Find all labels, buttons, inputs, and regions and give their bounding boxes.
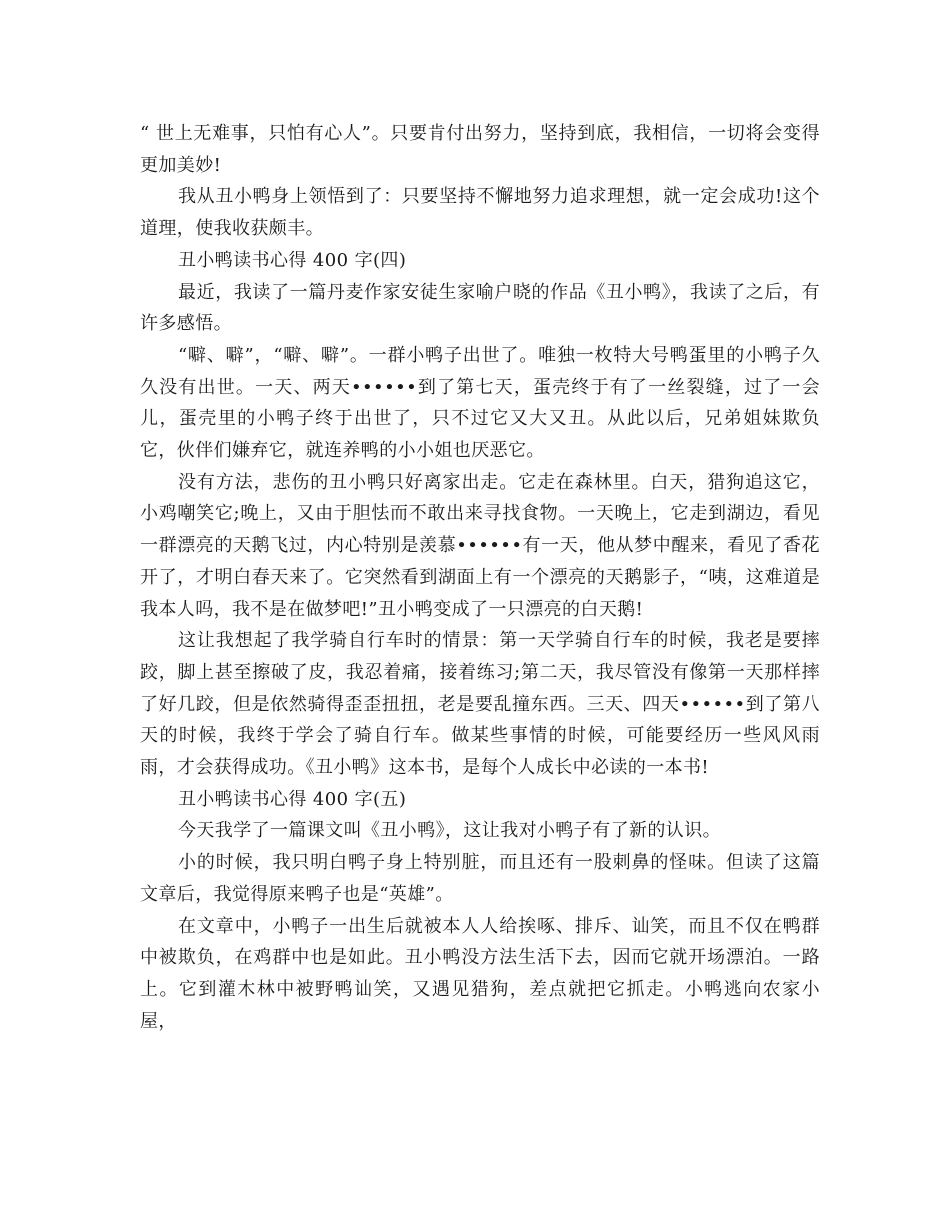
paragraph-6: 这让我想起了我学骑自行车时的情景：第一天学骑自行车的时候，我老是要摔跤，脚上甚至擦破了皮，我忍着痛，接着练习;第二天，我尽管没有像第一天那样摔了好几跤，但是依然骑得歪歪扭扭，老是要乱撞东西。三天、四天••••••到了第八天的时候，我终于学会了骑自行车。做某些事情的时候，可能要经历一些风风雨雨，才会获得成功。《丑小鸭》这本书，是每个人成长中必读的一本书! <box>140 630 820 779</box>
paragraph-8: 小的时候，我只明白鸭子身上特别脏，而且还有一股刺鼻的怪味。但读了这篇文章后，我觉得原来鸭子也是“英雄”。 <box>140 852 820 905</box>
paragraph-3: 最近，我读了一篇丹麦作家安徒生家喻户晓的作品《丑小鸭》，我读了之后，有许多感悟。 <box>140 281 820 335</box>
paragraph-1: “ 世上无难事，只怕有心人”。只要肯付出努力，坚持到底，我相信，一切将会变得更加美妙! <box>140 123 820 176</box>
paragraph-9: 在文章中，小鸭子一出生后就被本人人给挨啄、排斥、讪笑，而且不仅在鸭群中被欺负，在鸡群中也是如此。丑小鸭没方法生活下去，因而它就开场漂泊。一路上。它到灌木林中被野鸭讪笑，又遇见猎狗，差点就把它抓走。小鸭逃向农家小屋， <box>140 915 820 1032</box>
paragraph-7: 今天我学了一篇课文叫《丑小鸭》，这让我对小鸭子有了新的认识。 <box>178 820 721 842</box>
paragraph-4: “噼、噼”，“噼、噼”。一群小鸭子出世了。唯独一枚特大号鸭蛋里的小鸭子久久没有出世。一天、两天••••••到了第七天，蛋壳终于有了一丝裂缝，过了一会儿，蛋壳里的小鸭子终于出世了，只不过它又大又丑。从此以后，兄弟姐妹欺负它，伙伴们嫌弃它，就连养鸭的小小姐也厌恶它。 <box>140 344 820 462</box>
paragraph-5: 没有方法，悲伤的丑小鸭只好离家出走。它走在森林里。白天，猎狗追这它，小鸡嘲笑它;晚上，又由于胆怯而不敢出来寻找食物。一天晚上，它走到湖边，看见一群漂亮的天鹅飞过，内心特别是羡慕••••••有一天，他从梦中醒来，看见了香花开了，才明白春天来了。它突然看到湖面上有一个漂亮的天鹅影子，“咦，这难道是我本人吗，我不是在做梦吧!”丑小鸭变成了一只漂亮的白天鹅! <box>140 471 820 620</box>
section-heading-5: 丑小鸭读书心得 400 字(五) <box>178 788 407 810</box>
document-body <box>140 118 820 1037</box>
section-heading-4: 丑小鸭读书心得 400 字(四) <box>178 249 407 271</box>
paragraph-2: 我从丑小鸭身上领悟到了：只要坚持不懈地努力追求理想，就一定会成功!这个道理，使我收获颇丰。 <box>140 186 820 240</box>
